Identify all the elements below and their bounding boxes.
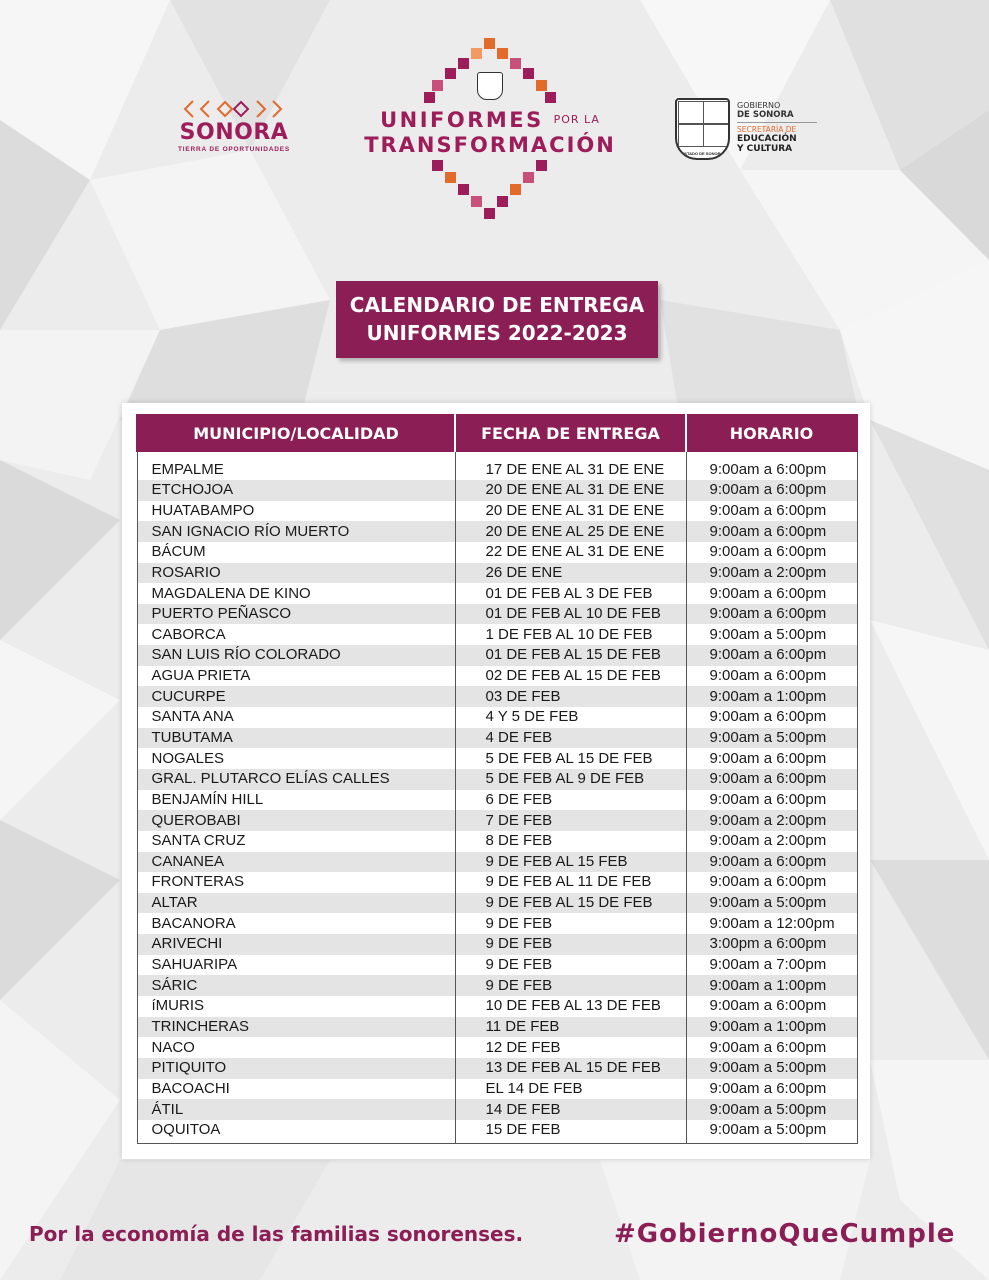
table-row (137, 624, 857, 645)
sonora-name: SONORA (179, 120, 289, 145)
cell-fecha: 17 DE ENE AL 31 DE ENE (455, 452, 686, 480)
table-row (137, 934, 857, 955)
cell-horario: 9:00am a 6:00pm (686, 769, 857, 790)
gov-line2: DE SONORA (737, 110, 817, 123)
cell-fecha: 26 DE ENE (455, 563, 686, 584)
cell-fecha: 8 DE FEB (455, 831, 686, 852)
schedule-table (136, 414, 858, 1144)
cell-fecha: EL 14 DE FEB (455, 1079, 686, 1100)
cell-fecha: 20 DE ENE AL 25 DE ENE (455, 521, 686, 542)
sonora-logo (166, 98, 302, 153)
cell-horario: 9:00am a 6:00pm (686, 452, 857, 480)
cell-fecha: 1 DE FEB AL 10 DE FEB (455, 624, 686, 645)
cell-fecha: 10 DE FEB AL 13 DE FEB (455, 996, 686, 1017)
table-row (137, 852, 857, 873)
cell-municipio: ROSARIO (137, 563, 455, 584)
cell-municipio: PUERTO PEÑASCO (137, 604, 455, 625)
cell-fecha: 20 DE ENE AL 31 DE ENE (455, 480, 686, 501)
cell-municipio: SAN LUIS RÍO COLORADO (137, 645, 455, 666)
cell-municipio: BACOACHI (137, 1079, 455, 1100)
gov-line3: SECRETARÍA DE (737, 125, 797, 134)
cell-fecha: 22 DE ENE AL 31 DE ENE (455, 542, 686, 563)
cell-fecha: 01 DE FEB AL 15 DE FEB (455, 645, 686, 666)
table-row (137, 686, 857, 707)
cell-horario: 9:00am a 6:00pm (686, 583, 857, 604)
cell-horario: 9:00am a 5:00pm (686, 1120, 857, 1144)
table-row (137, 790, 857, 811)
header-municipio: MUNICIPIO/LOCALIDAD (137, 414, 455, 452)
cell-fecha: 4 DE FEB (455, 728, 686, 749)
cell-fecha: 5 DE FEB AL 15 DE FEB (455, 748, 686, 769)
sonora-mark-icon (166, 98, 302, 120)
gov-line4: EDUCACIÓN (737, 134, 797, 144)
cell-municipio: NACO (137, 1037, 455, 1058)
cell-horario: 9:00am a 6:00pm (686, 996, 857, 1017)
cell-municipio: QUEROBABI (137, 810, 455, 831)
cell-fecha: 9 DE FEB (455, 913, 686, 934)
cell-municipio: OQUITOA (137, 1120, 455, 1144)
table-row (137, 563, 857, 584)
cell-municipio: AGUA PRIETA (137, 666, 455, 687)
table-row (137, 831, 857, 852)
cell-horario: 9:00am a 6:00pm (686, 645, 857, 666)
cell-horario: 9:00am a 5:00pm (686, 893, 857, 914)
cell-municipio: EMPALME (137, 452, 455, 480)
cell-horario: 9:00am a 6:00pm (686, 707, 857, 728)
table-row (137, 872, 857, 893)
campaign-title-line2: TRANSFORMACIÓN (364, 133, 616, 157)
cell-fecha: 14 DE FEB (455, 1099, 686, 1120)
table-row (137, 893, 857, 914)
table-row (137, 913, 857, 934)
cell-horario: 9:00am a 5:00pm (686, 1058, 857, 1079)
cell-fecha: 4 Y 5 DE FEB (455, 707, 686, 728)
cell-horario: 9:00am a 6:00pm (686, 1037, 857, 1058)
gobierno-sonora-logo (675, 98, 825, 162)
table-row (137, 501, 857, 522)
cell-fecha: 9 DE FEB (455, 975, 686, 996)
footer-hashtag: #GobiernoQueCumple (614, 1219, 956, 1249)
cell-municipio: BENJAMÍN HILL (137, 790, 455, 811)
cell-horario: 3:00pm a 6:00pm (686, 934, 857, 955)
cell-municipio: BÁCUM (137, 542, 455, 563)
cell-fecha: 7 DE FEB (455, 810, 686, 831)
cell-horario: 9:00am a 6:00pm (686, 480, 857, 501)
campaign-logo (340, 30, 640, 230)
calendar-title-line1: CALENDARIO DE ENTREGA (349, 293, 645, 317)
cell-fecha: 9 DE FEB AL 15 DE FEB (455, 893, 686, 914)
cell-fecha: 6 DE FEB (455, 790, 686, 811)
cell-municipio: TUBUTAMA (137, 728, 455, 749)
table-row (137, 1058, 857, 1079)
table-row (137, 1099, 857, 1120)
cell-horario: 9:00am a 1:00pm (686, 686, 857, 707)
table-row (137, 996, 857, 1017)
cell-horario: 9:00am a 6:00pm (686, 852, 857, 873)
cell-horario: 9:00am a 6:00pm (686, 748, 857, 769)
table-row (137, 521, 857, 542)
cell-fecha: 02 DE FEB AL 15 DE FEB (455, 666, 686, 687)
cell-fecha: 03 DE FEB (455, 686, 686, 707)
cell-horario: 9:00am a 6:00pm (686, 501, 857, 522)
cell-fecha: 9 DE FEB (455, 955, 686, 976)
coat-of-arms-icon: ESTADO DE SONORA (675, 98, 730, 160)
cell-municipio: CANANEA (137, 852, 455, 873)
cell-municipio: ALTAR (137, 893, 455, 914)
cell-municipio: SANTA CRUZ (137, 831, 455, 852)
table-row (137, 1017, 857, 1038)
cell-municipio: GRAL. PLUTARCO ELÍAS CALLES (137, 769, 455, 790)
table-row (137, 583, 857, 604)
cell-fecha: 9 DE FEB (455, 934, 686, 955)
cell-horario: 9:00am a 1:00pm (686, 975, 857, 996)
cell-horario: 9:00am a 6:00pm (686, 790, 857, 811)
cell-fecha: 20 DE ENE AL 31 DE ENE (455, 501, 686, 522)
table-row (137, 975, 857, 996)
cell-fecha: 15 DE FEB (455, 1120, 686, 1144)
table-row (137, 452, 857, 480)
footer-slogan: Por la economía de las familias sonorenses. (29, 1222, 524, 1246)
cell-horario: 9:00am a 5:00pm (686, 728, 857, 749)
cell-horario: 9:00am a 12:00pm (686, 913, 857, 934)
cell-fecha: 12 DE FEB (455, 1037, 686, 1058)
cell-municipio: CUCURPE (137, 686, 455, 707)
gov-line5: Y CULTURA (737, 144, 793, 154)
table-row (137, 1037, 857, 1058)
cell-municipio: HUATABAMPO (137, 501, 455, 522)
schedule-card (122, 403, 870, 1159)
cell-municipio: SANTA ANA (137, 707, 455, 728)
cell-municipio: SAHUARIPA (137, 955, 455, 976)
cell-municipio: NOGALES (137, 748, 455, 769)
cell-horario: 9:00am a 2:00pm (686, 563, 857, 584)
table-body (137, 452, 857, 1144)
cell-municipio: SÁRIC (137, 975, 455, 996)
cell-municipio: MAGDALENA DE KINO (137, 583, 455, 604)
cell-fecha: 01 DE FEB AL 10 DE FEB (455, 604, 686, 625)
cell-municipio: SAN IGNACIO RÍO MUERTO (137, 521, 455, 542)
cell-municipio: ETCHOJOA (137, 480, 455, 501)
cell-horario: 9:00am a 2:00pm (686, 831, 857, 852)
table-row (137, 604, 857, 625)
table-header-row (137, 414, 857, 452)
cell-municipio: íMURIS (137, 996, 455, 1017)
cell-horario: 9:00am a 6:00pm (686, 666, 857, 687)
gov-line1: GOBIERNO (737, 101, 781, 110)
table-row (137, 645, 857, 666)
cell-municipio: TRINCHERAS (137, 1017, 455, 1038)
table-row (137, 666, 857, 687)
cell-fecha: 9 DE FEB AL 15 FEB (455, 852, 686, 873)
cell-horario: 9:00am a 6:00pm (686, 1079, 857, 1100)
cell-horario: 9:00am a 6:00pm (686, 604, 857, 625)
cell-horario: 9:00am a 7:00pm (686, 955, 857, 976)
table-row (137, 728, 857, 749)
table-row (137, 480, 857, 501)
cell-fecha: 5 DE FEB AL 9 DE FEB (455, 769, 686, 790)
cell-horario: 9:00am a 6:00pm (686, 542, 857, 563)
cell-fecha: 9 DE FEB AL 11 DE FEB (455, 872, 686, 893)
table-row (137, 748, 857, 769)
cell-municipio: PITIQUITO (137, 1058, 455, 1079)
calendar-title-line2: UNIFORMES 2022-2023 (366, 321, 628, 345)
cell-horario: 9:00am a 5:00pm (686, 624, 857, 645)
sonora-tagline: TIERRA DE OPORTUNIDADES (177, 146, 291, 153)
cell-municipio: CABORCA (137, 624, 455, 645)
cell-horario: 9:00am a 1:00pm (686, 1017, 857, 1038)
cell-municipio: FRONTERAS (137, 872, 455, 893)
table-row (137, 542, 857, 563)
table-row (137, 1079, 857, 1100)
cell-horario: 9:00am a 2:00pm (686, 810, 857, 831)
table-row (137, 1120, 857, 1144)
table-row (137, 810, 857, 831)
cell-horario: 9:00am a 5:00pm (686, 1099, 857, 1120)
table-row (137, 955, 857, 976)
cell-fecha: 11 DE FEB (455, 1017, 686, 1038)
state-seal-icon (477, 72, 503, 100)
table-row (137, 769, 857, 790)
cell-horario: 9:00am a 6:00pm (686, 521, 857, 542)
cell-municipio: BACANORA (137, 913, 455, 934)
cell-municipio: ÁTIL (137, 1099, 455, 1120)
cell-fecha: 01 DE FEB AL 3 DE FEB (455, 583, 686, 604)
cell-fecha: 13 DE FEB AL 15 DE FEB (455, 1058, 686, 1079)
cell-horario: 9:00am a 6:00pm (686, 872, 857, 893)
campaign-title-line1: UNIFORMES POR LA (380, 108, 600, 132)
cell-municipio: ARIVECHI (137, 934, 455, 955)
calendar-title (336, 281, 658, 358)
table-row (137, 707, 857, 728)
header-horario: HORARIO (686, 414, 857, 452)
header-fecha: FECHA DE ENTREGA (455, 414, 686, 452)
